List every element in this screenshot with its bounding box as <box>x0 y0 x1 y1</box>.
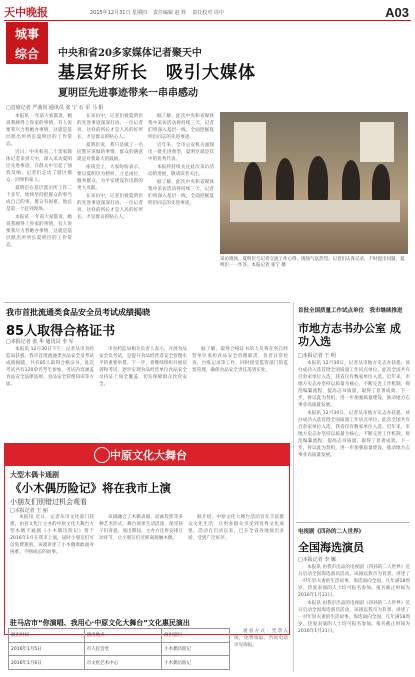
culture-column-1 <box>10 514 94 614</box>
main-column-2 <box>77 113 143 298</box>
right2-body <box>298 564 410 672</box>
right1-para: 本报讯 12月30日，记者从市地方史志办获悉，该办成功入选首批全国质量工作试点单位。此次全国共有百余家单位入选，我省仅有数家单位入选。近年来，市地方史志办坚持以质量为核心，不断完善工作机制，规范编纂流程，提高志书质量，取得了显著成效。下一步，将以此为契机，进一步加强质量建设，推动地方志事业高质量发展。 <box>298 361 410 408</box>
culture-byline: □本报记者 王 丽 <box>10 508 48 514</box>
main-col1-para: 本报讯 一年前大家都说，她说我顾得上你家的事情，有人说要我尽力替她办事情，这就是基层派出所所长夏明臣的工作常态。 <box>6 215 72 248</box>
section-divider <box>4 302 290 303</box>
section-tag-line1: 城事 <box>14 27 39 41</box>
schedule-note <box>234 628 288 670</box>
main-kicker: 中央和省20多家媒体记者聚天中 <box>58 48 202 59</box>
right2-para: 本报讯 由我市出品的电视剧《四孙的二人世界》近日启动全国海选演员活动。该剧以我市为背景，讲述了一对年轻夫妻的生活故事。海选面向全国，凡年满18周岁、热爱表演的人士均可报名参加。报名截止时间为2016年1月31日。 <box>298 601 410 634</box>
newspaper-logo: 天中晚报 <box>4 6 48 19</box>
right2-byline: □本报记者 李 娜 <box>298 557 336 563</box>
right2-kicker: 电视剧《四孙的二人世界》 <box>298 529 365 535</box>
table-row <box>9 642 230 656</box>
reviewer-credit: 责任校对 周中 <box>192 9 224 16</box>
issue-date: 2015年12月31日 星期四 <box>90 9 148 16</box>
right1-kicker: 首批全国质量工作试点单位 我市继续推进 <box>298 308 403 314</box>
main-col2-para: 在采访中，记者们被夏明臣的先进事迹深深打动。一位记者说，这样的所长才是人民的好所长，才是群众的贴心人。 <box>77 194 143 220</box>
table-cell: 演出地点 <box>84 629 161 643</box>
main-col2-para: 夏明臣说，我只是做了一名民警应该做的事情，群众的满意就是对我最大的鼓励。 <box>77 143 143 162</box>
column-divider <box>293 302 294 672</box>
culture-banner <box>4 443 290 465</box>
main-headline: 基层好所长 吸引大媒体 <box>58 63 256 83</box>
photo-window <box>360 122 394 162</box>
culture-kicker: 大型木偶卡通剧 <box>10 471 59 479</box>
main-col3-para: 据了解，此次中央和省媒体集中采访活动将持续三天，记者们将深入基层一线，全面挖掘夏明臣同志的先进事迹。 <box>148 114 214 140</box>
main-col2-para: 座谈会上，大家纷纷表示，要以夏明臣为榜样，立足岗位，服务群众，为平安建设作出新的更大贡献。 <box>77 165 143 191</box>
culture-para: 本报讯 近日，记者从市文化部门获悉，由省文化厅主办的中原文化大舞台大型木偶卡通剧《小木偶历险记》将于2016年1月在我市上演，届时小朋友们可以免费观看。该剧讲述了小木偶勇敢面对困难、不断成长的故事。 <box>10 515 94 555</box>
culture-subhead: 小朋友们别错过机会观看 <box>10 498 87 506</box>
table-row <box>9 656 230 670</box>
main-column-1 <box>6 113 72 298</box>
right1-body <box>298 360 410 520</box>
photo-person <box>308 156 328 206</box>
table-cell: 2016年1月6日 <box>9 656 85 670</box>
right1-byline: □本报记者 王 明 <box>298 353 336 359</box>
photo-caption: 采访现场，夏明臣与记者交流工作心得，现场气氛热烈。记者们认真记录，不时提出问题，夏明臣一一作答。本报记者 张宁 摄 <box>220 257 405 268</box>
section-tag <box>6 22 48 64</box>
news-photo <box>220 112 408 254</box>
table-cell: 小木偶历险记 <box>162 656 230 670</box>
main-col1-para: 近日，中央和省二十余家媒体记者来到天中，深入采访夏明臣先进事迹，在群众中引起了强烈反响。记者们走访了辖区群众、同事和家人。 <box>6 150 72 183</box>
photo-person <box>276 158 294 206</box>
table-row <box>9 629 230 643</box>
story2-para: 本报讯 12月30日下午，记者从市食药监局获悉，我市首批流通类食品安全员考试成绩揭晓，共有85人取得合格证书。此次考试共有120余名考生参加，考试内容涵盖食品安全法律法规、食品安全管理知识等方面。 <box>6 347 94 387</box>
story2-column-1 <box>6 346 94 438</box>
main-col2-para: 在采访中，记者们被夏明臣的先进事迹深深打动。一位记者说，这样的所长才是人民的好所长，才是群众的贴心人。 <box>77 114 143 140</box>
banner-emblem-icon <box>94 447 110 463</box>
table-cell: 市人民会堂 <box>84 642 161 656</box>
table-cell: 市文化艺术中心 <box>84 656 161 670</box>
main-byline: □首席记者 严曲钊 通讯员 张 宁 石 军 马 阳 <box>6 105 104 111</box>
story2-para: 据了解，取得合格证书的人员将在各自经营单位承担食品安全管理职责，负责日常检查、台账记录等工作，同时接受监管部门的监督管理，确保食品安全责任落到实处。 <box>192 347 288 373</box>
story2-column-2 <box>99 346 187 438</box>
culture-column-3 <box>188 514 284 614</box>
section-tag-line2: 综合 <box>14 47 39 61</box>
right1-para: 本报讯 12月30日，记者从市地方史志办获悉，该办成功入选首批全国质量工作试点单位。此次全国共有百余家单位入选，我省仅有数家单位入选。近年来，市地方史志办坚持以质量为核心，不断完善工作机制，规范编纂流程，提高志书质量，取得了显著成效。下一步，将以此为契机，进一步加强质量建设，推动地方志事业高质量发展。 <box>298 411 410 458</box>
section-divider <box>296 522 410 523</box>
culture-banner-title: 中原文化大舞台 <box>110 449 187 462</box>
main-col3-para: 本报将持续关注此次采访活动的进展，敬请读者关注。 <box>148 165 214 177</box>
right1-headline: 市地方志书办公室 成功入选 <box>298 322 401 348</box>
story2-column-3 <box>192 346 288 438</box>
culture-headline: 《小木偶历险记》将在我市上演 <box>10 481 171 495</box>
header-rule <box>4 20 411 21</box>
main-subhead: 夏明臣先进事迹带来一串串感动 <box>58 88 198 99</box>
photo-table <box>230 200 400 222</box>
table-cell: 小木偶历险记 <box>162 642 230 656</box>
story2-para: 市食药监局相关负责人表示，开展食品安全员考试，是提升食品经营者安全管理水平的重要举措。下一步，将继续组织开展培训和考试，逐步实现食品经营单位食品安全员持证上岗全覆盖，切实保障群众饮食安全。 <box>99 347 187 387</box>
page-number: A03 <box>385 4 409 20</box>
right2-para: 本报讯 由我市出品的电视剧《四孙的二人世界》近日启动全国海选演员活动。该剧以我市为背景，讲述了一对年轻夫妻的生活故事。海选面向全国，凡年满18周岁、热爱表演的人士均可报名参加。报名截止时间为2016年1月31日。 <box>298 565 410 598</box>
story2-headline: 85人取得合格证书 <box>6 324 116 339</box>
main-col1-para: 本报讯 一年前大家都说，她说我顾得上你家的事情，有人说要我尽力替她办事情，这就是基层派出所所长夏明臣的工作常态。 <box>6 114 72 147</box>
main-col3-para: 近年来，全市公安机关涌现出一批先进典型，夏明臣就是其中的优秀代表。 <box>148 143 214 162</box>
culture-para: 该剧融合了木偶表演、动画投影等多种艺术形式，舞台效果生动活泼，深受孩子们喜爱。演出期间，主办方还将安排互动环节，让小朋友们近距离接触木偶。 <box>99 515 183 541</box>
story2-kicker: 我市首批流通类食品安全员考试成绩揭晓 <box>6 308 150 317</box>
photo-window <box>234 122 266 162</box>
table-cell: 演出剧目 <box>162 629 230 643</box>
culture-column-2 <box>99 514 183 614</box>
main-col3-para: 据了解，此次中央和省媒体集中采访活动将持续三天，记者们将深入基层一线，全面挖掘夏明臣同志的先进事迹。 <box>148 180 214 206</box>
main-column-3 <box>148 113 214 298</box>
story2-byline: □本报记者 张 华 通讯员 李 军 <box>6 339 74 345</box>
header-bar <box>90 4 409 20</box>
schedule-note-text: 观看方式：凭票入场，免费领取。咨询电话详见海报。 <box>234 629 288 648</box>
right2-headline: 全国海选演员 <box>298 541 364 554</box>
schedule-table <box>8 628 230 670</box>
editor-credit: 责任编辑 赵 辉 <box>153 9 187 16</box>
table-cell: 2016年1月5日 <box>9 642 85 656</box>
main-col1-para: 夏明臣在基层派出所工作二十多年，始终坚持把群众的事当成自己的事，群众有困难，他总是第一个赶到现场。 <box>6 186 72 212</box>
culture-para: 据介绍，中原文化大舞台活动旨在丰富群众文化生活，让更多群众享受到优秀文化成果。活动自启动以来，已在全省各地演出多场，受到广泛好评。 <box>188 515 284 541</box>
table-cell: 演出时间 <box>9 629 85 643</box>
culture-footer-title: 驻马店市“你演唱、我用心·中原文化大舞台”文化惠民演出 <box>10 619 190 627</box>
